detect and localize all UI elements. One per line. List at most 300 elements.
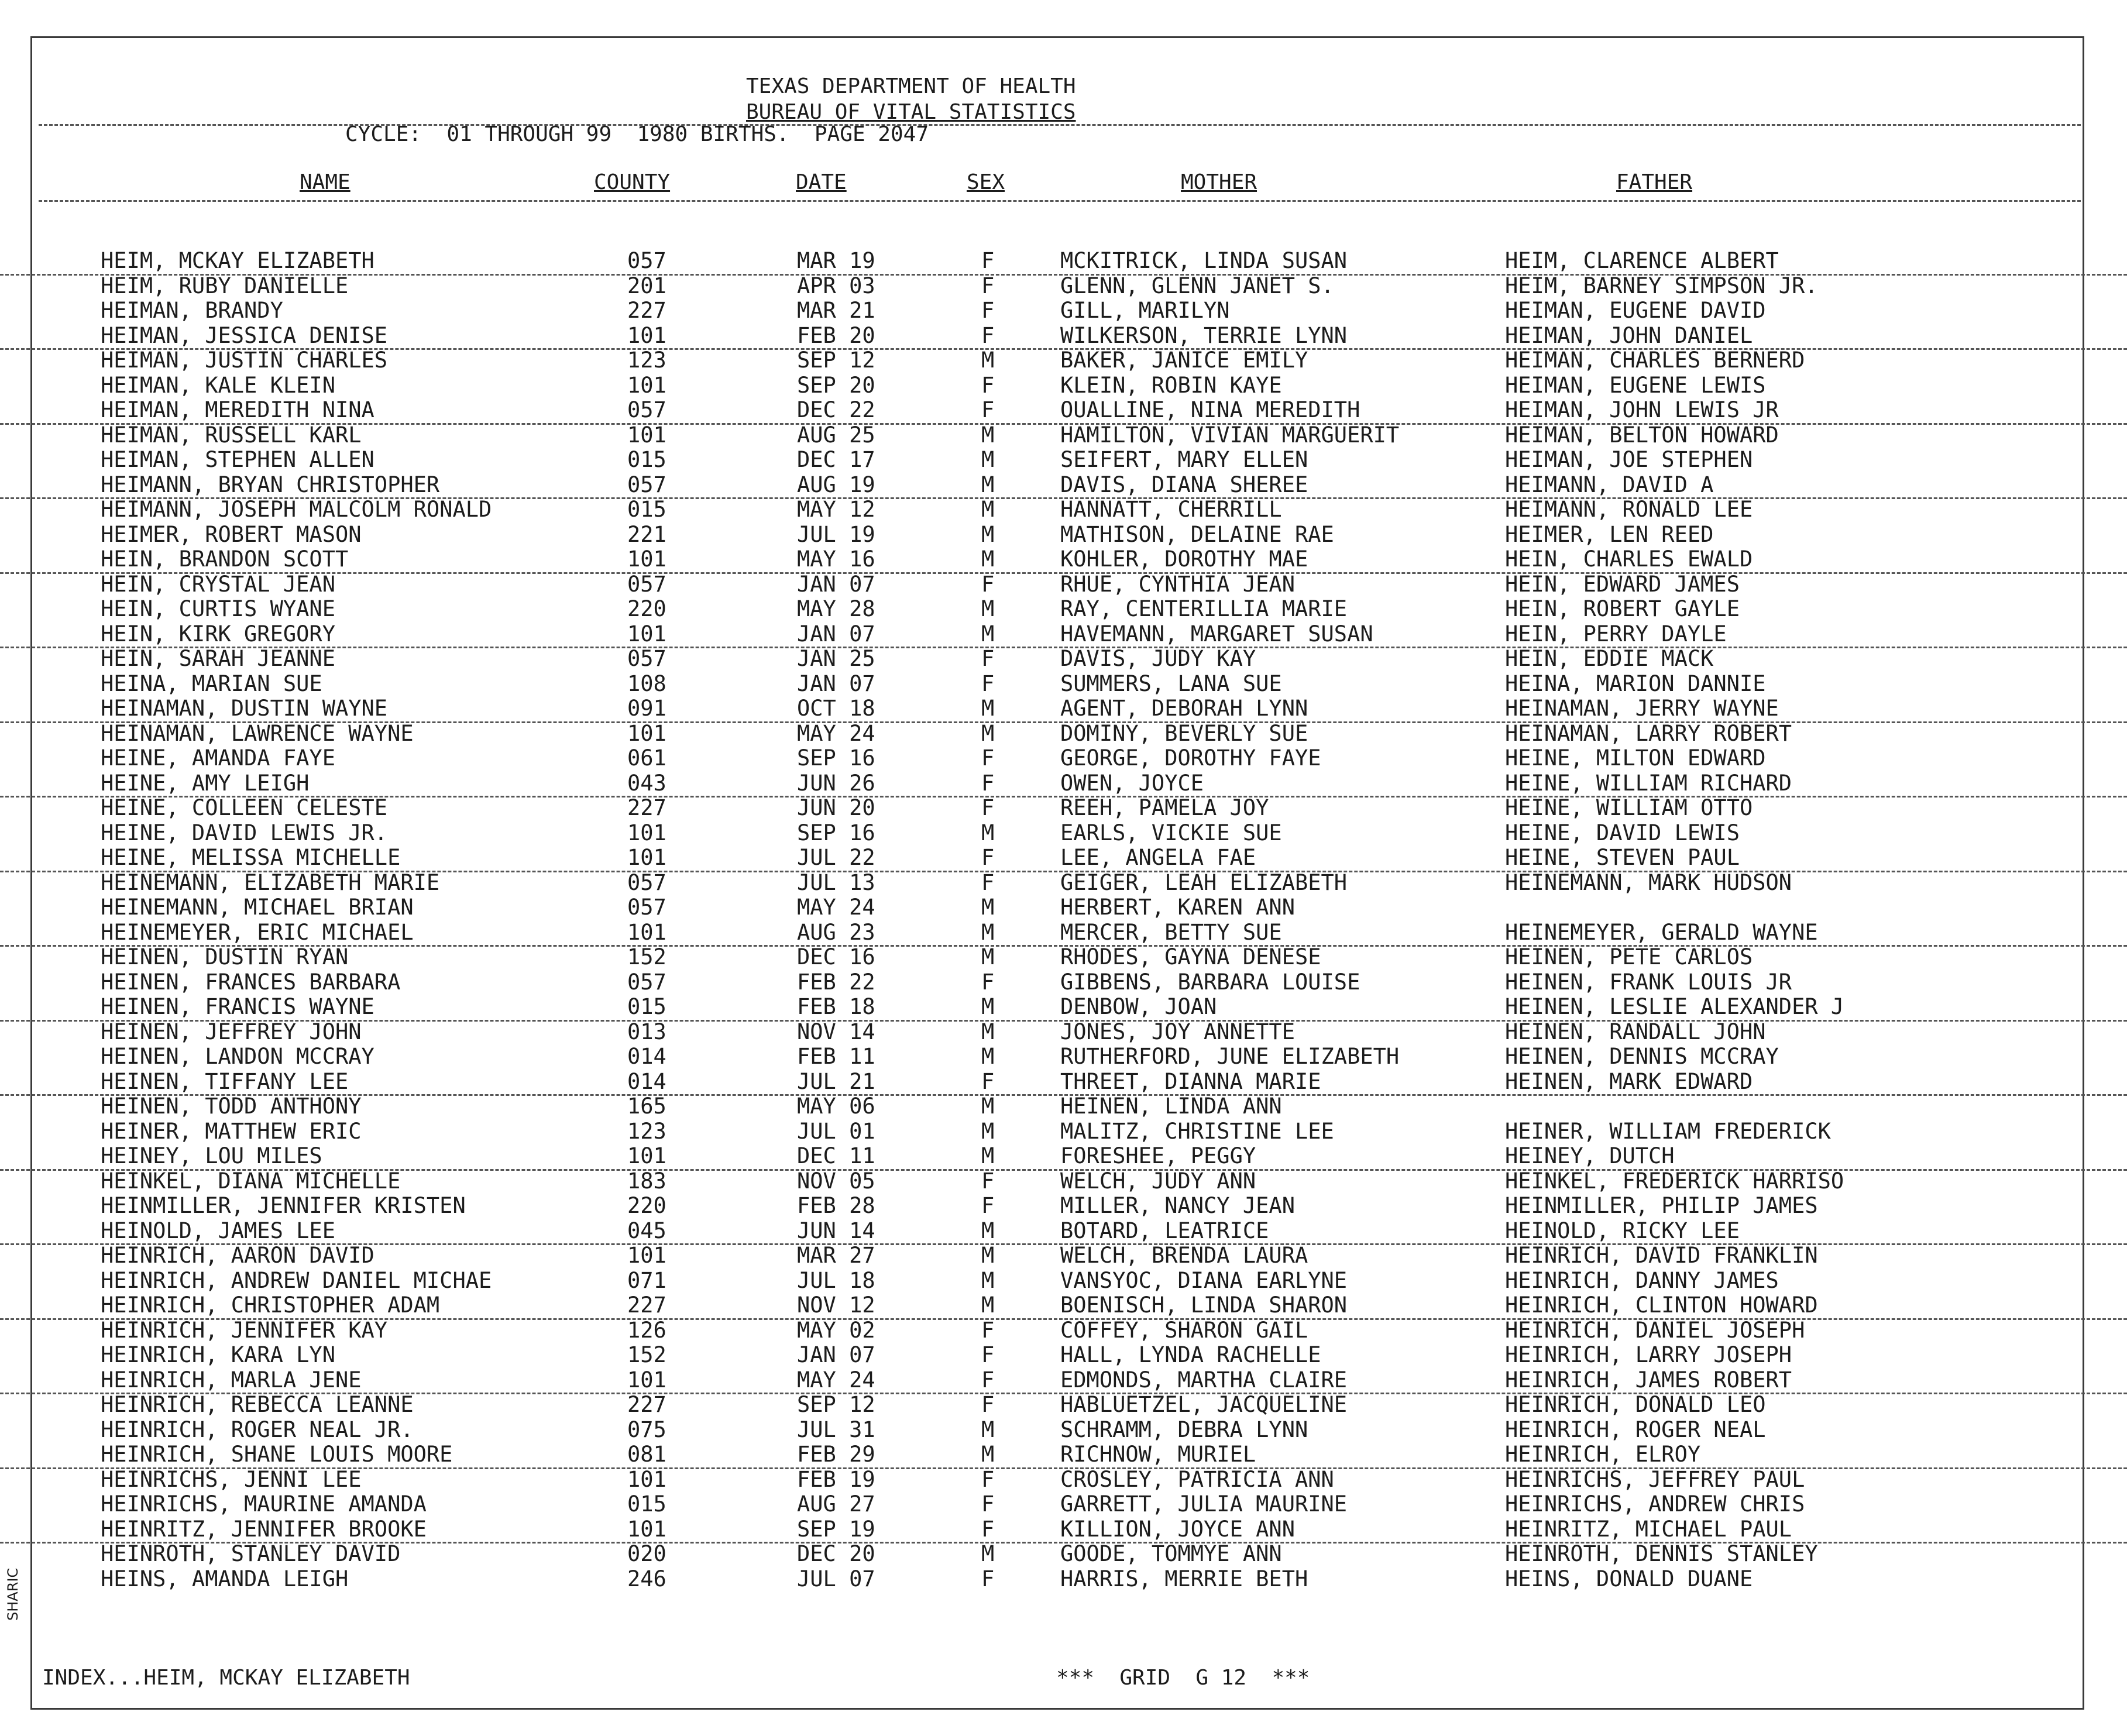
date-cell: DEC 22 <box>797 397 875 422</box>
father-cell: HEINRICH, LARRY JOSEPH <box>1505 1342 1792 1367</box>
name-cell: HEIMAN, RUSSELL KARL <box>101 422 362 448</box>
mother-cell: HEINEN, LINDA ANN <box>1060 1094 1282 1119</box>
sex-cell: M <box>981 447 995 472</box>
table-row <box>0 1119 2127 1144</box>
name-cell: HEINAMAN, DUSTIN WAYNE <box>101 696 388 721</box>
date-cell: JAN 07 <box>797 621 875 647</box>
father-cell: HEIM, CLARENCE ALBERT <box>1505 248 1779 273</box>
date-cell: DEC 16 <box>797 944 875 970</box>
date-cell: JUL 19 <box>797 521 875 547</box>
mother-cell: KILLION, JOYCE ANN <box>1060 1516 1295 1542</box>
sex-cell: F <box>981 1193 995 1218</box>
mother-cell: OWEN, JOYCE <box>1060 770 1204 796</box>
father-cell: HEIMAN, JOE STEPHEN <box>1505 447 1753 472</box>
mother-cell: BOENISCH, LINDA SHARON <box>1060 1292 1348 1318</box>
date-cell: AUG 25 <box>797 422 875 448</box>
table-row <box>0 373 2127 398</box>
sex-cell: M <box>981 994 995 1019</box>
date-cell: MAY 24 <box>797 720 875 746</box>
father-cell: HEINRICH, ROGER NEAL <box>1505 1417 1766 1442</box>
mother-cell: HABLUETZEL, JACQUELINE <box>1060 1392 1348 1417</box>
mother-cell: WILKERSON, TERRIE LYNN <box>1060 322 1348 348</box>
sex-cell: F <box>981 273 995 298</box>
sex-cell: M <box>981 1044 995 1069</box>
mother-cell: DOMINY, BEVERLY SUE <box>1060 720 1308 746</box>
header-divider-bottom <box>39 200 2081 202</box>
father-cell: HEINA, MARION DANNIE <box>1505 671 1766 696</box>
sex-cell: F <box>981 869 995 895</box>
side-label: SHARIC <box>5 1567 21 1621</box>
name-cell: HEINRICH, ANDREW DANIEL MICHAE <box>101 1267 492 1293</box>
sex-cell: M <box>981 895 995 920</box>
date-cell: SEP 12 <box>797 1392 875 1417</box>
mother-cell: WELCH, JUDY ANN <box>1060 1168 1256 1194</box>
father-cell: HEINRICHS, ANDREW CHRIS <box>1505 1491 1805 1517</box>
sex-cell: F <box>981 1367 995 1393</box>
father-cell: HEINEY, DUTCH <box>1505 1143 1675 1168</box>
name-cell: HEINE, MELISSA MICHELLE <box>101 845 401 870</box>
name-cell: HEINEN, TIFFANY LEE <box>101 1068 349 1094</box>
table-row <box>0 1542 2127 1567</box>
date-cell: JUL 22 <box>797 845 875 870</box>
name-cell: HEINER, MATTHEW ERIC <box>101 1118 362 1144</box>
county-cell: 020 <box>627 1541 666 1566</box>
sex-cell: F <box>981 1516 995 1542</box>
table-row <box>0 1243 2127 1269</box>
county-cell: 108 <box>627 671 666 696</box>
county-cell: 101 <box>627 621 666 647</box>
table-row <box>0 1567 2127 1592</box>
date-cell: MAY 06 <box>797 1094 875 1119</box>
father-cell: HEINE, WILLIAM RICHARD <box>1505 770 1792 796</box>
date-cell: JUN 14 <box>797 1218 875 1243</box>
date-cell: MAY 28 <box>797 596 875 621</box>
mother-cell: JONES, JOY ANNETTE <box>1060 1019 1295 1044</box>
table-row <box>0 622 2127 649</box>
sex-cell: F <box>981 571 995 597</box>
sex-cell: F <box>981 745 995 771</box>
mother-cell: RHUE, CYNTHIA JEAN <box>1060 571 1295 597</box>
name-cell: HEINKEL, DIANA MICHELLE <box>101 1168 401 1194</box>
county-cell: 101 <box>627 422 666 448</box>
mother-cell: MCKITRICK, LINDA SUSAN <box>1060 248 1348 273</box>
county-cell: 061 <box>627 745 666 771</box>
date-cell: MAY 12 <box>797 497 875 522</box>
name-cell: HEINE, AMANDA FAYE <box>101 745 335 771</box>
table-row <box>0 423 2127 448</box>
date-cell: JUL 18 <box>797 1267 875 1293</box>
name-cell: HEINS, AMANDA LEIGH <box>101 1566 349 1591</box>
father-cell: HEIMAN, EUGENE DAVID <box>1505 298 1766 323</box>
county-cell: 043 <box>627 770 666 796</box>
table-row <box>0 597 2127 622</box>
table-row <box>0 871 2127 896</box>
father-cell: HEIMAN, BELTON HOWARD <box>1505 422 1779 448</box>
name-cell: HEIM, RUBY DANIELLE <box>101 273 349 298</box>
table-row <box>0 1144 2127 1171</box>
table-row <box>0 895 2127 920</box>
father-cell: HEINRICH, ELROY <box>1505 1442 1701 1467</box>
sex-cell: M <box>981 472 995 497</box>
name-cell: HEINRICH, ROGER NEAL JR. <box>101 1417 414 1442</box>
table-row <box>0 920 2127 947</box>
sex-cell: M <box>981 1267 995 1293</box>
date-cell: FEB 20 <box>797 322 875 348</box>
father-cell: HEIMAN, EUGENE LEWIS <box>1505 372 1766 398</box>
table-row <box>0 572 2127 597</box>
table-row <box>0 647 2127 672</box>
mother-cell: GEIGER, LEAH ELIZABETH <box>1060 869 1348 895</box>
table-row <box>0 821 2127 846</box>
column-header-sex: SEX <box>967 170 1005 194</box>
name-cell: HEIN, BRANDON SCOTT <box>101 546 349 572</box>
table-row <box>0 274 2127 299</box>
date-cell: OCT 18 <box>797 696 875 721</box>
date-cell: NOV 05 <box>797 1168 875 1194</box>
name-cell: HEINRICHS, JENNI LEE <box>101 1466 362 1492</box>
sex-cell: F <box>981 770 995 796</box>
mother-cell: GILL, MARILYN <box>1060 298 1230 323</box>
date-cell: SEP 16 <box>797 745 875 771</box>
father-cell: HEINRICHS, JEFFREY PAUL <box>1505 1466 1805 1492</box>
table-row <box>0 324 2127 350</box>
table-row <box>0 672 2127 697</box>
date-cell: SEP 12 <box>797 348 875 373</box>
column-header-date: DATE <box>796 170 847 194</box>
date-cell: MAR 19 <box>797 248 875 273</box>
name-cell: HEINRICH, MARLA JENE <box>101 1367 362 1393</box>
father-cell: HEINE, MILTON EDWARD <box>1505 745 1766 771</box>
sex-cell: F <box>981 1168 995 1194</box>
mother-cell: DENBOW, JOAN <box>1060 994 1217 1019</box>
name-cell: HEIMAN, JUSTIN CHARLES <box>101 348 388 373</box>
date-cell: FEB 22 <box>797 969 875 995</box>
name-cell: HEINRICH, KARA LYN <box>101 1342 335 1367</box>
sex-cell: F <box>981 248 995 273</box>
date-cell: JAN 07 <box>797 1342 875 1367</box>
county-cell: 101 <box>627 1367 666 1393</box>
sex-cell: F <box>981 646 995 671</box>
column-header-mother: MOTHER <box>1181 170 1257 194</box>
mother-cell: EDMONDS, MARTHA CLAIRE <box>1060 1367 1348 1393</box>
father-cell: HEIMANN, DAVID A <box>1505 472 1714 497</box>
mother-cell: DAVIS, JUDY KAY <box>1060 646 1256 671</box>
mother-cell: KOHLER, DOROTHY MAE <box>1060 546 1308 572</box>
name-cell: HEIMAN, MEREDITH NINA <box>101 397 374 422</box>
county-cell: 015 <box>627 994 666 1019</box>
mother-cell: HAVEMANN, MARGARET SUSAN <box>1060 621 1373 647</box>
county-cell: 057 <box>627 397 666 422</box>
father-cell: HEINRICH, DANNY JAMES <box>1505 1267 1779 1293</box>
father-cell: HEIN, PERRY DAYLE <box>1505 621 1727 647</box>
mother-cell: SCHRAMM, DEBRA LYNN <box>1060 1417 1308 1442</box>
county-cell: 101 <box>627 919 666 945</box>
mother-cell: HALL, LYNDA RACHELLE <box>1060 1342 1321 1367</box>
county-cell: 227 <box>627 298 666 323</box>
table-row <box>0 249 2127 276</box>
sex-cell: F <box>981 1317 995 1343</box>
father-cell: HEINEN, PETE CARLOS <box>1505 944 1753 970</box>
sex-cell: M <box>981 1243 995 1268</box>
county-cell: 057 <box>627 646 666 671</box>
table-row <box>0 1442 2127 1469</box>
table-row <box>0 721 2127 747</box>
date-cell: DEC 20 <box>797 1541 875 1566</box>
father-cell: HEINEN, FRANK LOUIS JR <box>1505 969 1792 995</box>
date-cell: MAY 16 <box>797 546 875 572</box>
date-cell: JAN 25 <box>797 646 875 671</box>
sex-cell: M <box>981 919 995 945</box>
mother-cell: DAVIS, DIANA SHEREE <box>1060 472 1308 497</box>
name-cell: HEINEN, FRANCES BARBARA <box>101 969 401 995</box>
county-cell: 183 <box>627 1168 666 1194</box>
mother-cell: RHODES, GAYNA DENESE <box>1060 944 1321 970</box>
father-cell: HEIMAN, JOHN LEWIS JR <box>1505 397 1779 422</box>
county-cell: 091 <box>627 696 666 721</box>
sex-cell: M <box>981 720 995 746</box>
sex-cell: M <box>981 1118 995 1144</box>
name-cell: HEINE, AMY LEIGH <box>101 770 310 796</box>
sex-cell: M <box>981 1094 995 1119</box>
sex-cell: M <box>981 1417 995 1442</box>
table-row <box>0 298 2127 324</box>
date-cell: JUN 20 <box>797 795 875 820</box>
father-cell: HEINRICH, DONALD LEO <box>1505 1392 1766 1417</box>
column-header-county: COUNTY <box>594 170 671 194</box>
table-row <box>0 1343 2127 1368</box>
sex-cell: F <box>981 969 995 995</box>
table-row <box>0 1169 2127 1194</box>
name-cell: HEINEN, JEFFREY JOHN <box>101 1019 362 1044</box>
father-cell: HEINKEL, FREDERICK HARRISO <box>1505 1168 1844 1194</box>
date-cell: MAR 27 <box>797 1243 875 1268</box>
sex-cell: M <box>981 596 995 621</box>
table-row <box>0 945 2127 970</box>
column-header-name: NAME <box>300 170 351 194</box>
name-cell: HEINEMANN, ELIZABETH MARIE <box>101 869 440 895</box>
mother-cell: VANSYOC, DIANA EARLYNE <box>1060 1267 1348 1293</box>
date-cell: APR 03 <box>797 273 875 298</box>
name-cell: HEIN, CURTIS WYANE <box>101 596 335 621</box>
county-cell: 227 <box>627 1292 666 1318</box>
father-cell: HEIMER, LEN REED <box>1505 521 1714 547</box>
date-cell: JUL 13 <box>797 869 875 895</box>
date-cell: JAN 07 <box>797 671 875 696</box>
mother-cell: GARRETT, JULIA MAURINE <box>1060 1491 1348 1517</box>
table-row <box>0 1293 2127 1320</box>
sex-cell: M <box>981 820 995 845</box>
table-row <box>0 796 2127 821</box>
date-cell: FEB 29 <box>797 1442 875 1467</box>
sex-cell: F <box>981 1466 995 1492</box>
father-cell: HEINAMAN, LARRY ROBERT <box>1505 720 1792 746</box>
father-cell: HEINOLD, RICKY LEE <box>1505 1218 1740 1243</box>
county-cell: 101 <box>627 322 666 348</box>
name-cell: HEINEN, LANDON MCCRAY <box>101 1044 374 1069</box>
father-cell: HEIN, EDDIE MACK <box>1505 646 1714 671</box>
father-cell: HEINRICH, CLINTON HOWARD <box>1505 1292 1818 1318</box>
date-cell: JAN 07 <box>797 571 875 597</box>
father-cell: HEINRICH, JAMES ROBERT <box>1505 1367 1792 1393</box>
father-cell: HEINMILLER, PHILIP JAMES <box>1505 1193 1818 1218</box>
name-cell: HEINRICHS, MAURINE AMANDA <box>101 1491 427 1517</box>
father-cell: HEINROTH, DENNIS STANLEY <box>1505 1541 1818 1566</box>
mother-cell: MERCER, BETTY SUE <box>1060 919 1282 945</box>
date-cell: JUL 31 <box>797 1417 875 1442</box>
sex-cell: M <box>981 422 995 448</box>
father-cell: HEIMAN, CHARLES BERNERD <box>1505 348 1805 373</box>
name-cell: HEINE, DAVID LEWIS JR. <box>101 820 388 845</box>
mother-cell: RAY, CENTERILLIA MARIE <box>1060 596 1348 621</box>
grid-footer: *** GRID G 12 *** <box>1056 1666 1310 1690</box>
date-cell: JUL 21 <box>797 1068 875 1094</box>
county-cell: 101 <box>627 720 666 746</box>
mother-cell: RUTHERFORD, JUNE ELIZABETH <box>1060 1044 1400 1069</box>
father-cell: HEINEMEYER, GERALD WAYNE <box>1505 919 1818 945</box>
father-cell: HEINEN, LESLIE ALEXANDER J <box>1505 994 1844 1019</box>
sex-cell: F <box>981 1068 995 1094</box>
mother-cell: MILLER, NANCY JEAN <box>1060 1193 1295 1218</box>
table-row <box>0 1492 2127 1517</box>
table-row <box>0 547 2127 574</box>
date-cell: AUG 19 <box>797 472 875 497</box>
county-cell: 057 <box>627 969 666 995</box>
father-cell: HEINEN, RANDALL JOHN <box>1505 1019 1766 1044</box>
sex-cell: M <box>981 1292 995 1318</box>
mother-cell: GEORGE, DOROTHY FAYE <box>1060 745 1321 771</box>
table-row <box>0 1020 2127 1045</box>
mother-cell: COFFEY, SHARON GAIL <box>1060 1317 1308 1343</box>
table-row <box>0 1393 2127 1418</box>
table-row <box>0 1318 2127 1343</box>
name-cell: HEINRICH, REBECCA LEANNE <box>101 1392 414 1417</box>
name-cell: HEIMANN, JOSEPH MALCOLM RONALD <box>101 497 492 522</box>
table-row <box>0 1418 2127 1443</box>
name-cell: HEIMAN, STEPHEN ALLEN <box>101 447 374 472</box>
date-cell: DEC 17 <box>797 447 875 472</box>
table-row <box>0 1219 2127 1246</box>
county-cell: 101 <box>627 1516 666 1542</box>
table-row <box>0 497 2127 522</box>
sex-cell: M <box>981 1019 995 1044</box>
name-cell: HEINEMANN, MICHAEL BRIAN <box>101 895 414 920</box>
date-cell: JUL 07 <box>797 1566 875 1591</box>
father-cell: HEINEMANN, MARK HUDSON <box>1505 869 1792 895</box>
mother-cell: GIBBENS, BARBARA LOUISE <box>1060 969 1360 995</box>
name-cell: HEINROTH, STANLEY DAVID <box>101 1541 401 1566</box>
name-cell: HEINRICH, AARON DAVID <box>101 1243 374 1268</box>
date-cell: MAY 02 <box>797 1317 875 1343</box>
mother-cell: EARLS, VICKIE SUE <box>1060 820 1282 845</box>
sex-cell: M <box>981 1541 995 1566</box>
name-cell: HEIN, CRYSTAL JEAN <box>101 571 335 597</box>
table-row <box>0 448 2127 473</box>
date-cell: AUG 27 <box>797 1491 875 1517</box>
mother-cell: WELCH, BRENDA LAURA <box>1060 1243 1308 1268</box>
name-cell: HEIN, KIRK GREGORY <box>101 621 335 647</box>
table-row <box>0 1467 2127 1493</box>
sex-cell: F <box>981 1566 995 1591</box>
father-cell: HEIMANN, RONALD LEE <box>1505 497 1753 522</box>
sex-cell: F <box>981 372 995 398</box>
name-cell: HEINRICH, SHANE LOUIS MOORE <box>101 1442 453 1467</box>
table-row <box>0 995 2127 1022</box>
county-cell: 246 <box>627 1566 666 1591</box>
father-cell: HEINE, DAVID LEWIS <box>1505 820 1740 845</box>
county-cell: 165 <box>627 1094 666 1119</box>
county-cell: 057 <box>627 895 666 920</box>
name-cell: HEIMAN, KALE KLEIN <box>101 372 335 398</box>
sex-cell: M <box>981 696 995 721</box>
mother-cell: RICHNOW, MURIEL <box>1060 1442 1256 1467</box>
county-cell: 152 <box>627 1342 666 1367</box>
sex-cell: M <box>981 944 995 970</box>
sex-cell: F <box>981 298 995 323</box>
name-cell: HEIN, SARAH JEANNE <box>101 646 335 671</box>
sex-cell: M <box>981 521 995 547</box>
county-cell: 220 <box>627 1193 666 1218</box>
father-cell: HEINE, WILLIAM OTTO <box>1505 795 1753 820</box>
date-cell: DEC 11 <box>797 1143 875 1168</box>
name-cell: HEINEN, TODD ANTHONY <box>101 1094 362 1119</box>
sex-cell: F <box>981 322 995 348</box>
sex-cell: F <box>981 397 995 422</box>
sex-cell: M <box>981 1218 995 1243</box>
mother-cell: HARRIS, MERRIE BETH <box>1060 1566 1308 1591</box>
mother-cell: KLEIN, ROBIN KAYE <box>1060 372 1282 398</box>
name-cell: HEINRICH, CHRISTOPHER ADAM <box>101 1292 440 1318</box>
table-row <box>0 1517 2127 1544</box>
county-cell: 075 <box>627 1417 666 1442</box>
date-cell: MAY 24 <box>797 895 875 920</box>
father-cell: HEINS, DONALD DUANE <box>1505 1566 1753 1591</box>
mother-cell: BAKER, JANICE EMILY <box>1060 348 1308 373</box>
sex-cell: F <box>981 1491 995 1517</box>
date-cell: FEB 19 <box>797 1466 875 1492</box>
father-cell: HEINER, WILLIAM FREDERICK <box>1505 1118 1831 1144</box>
mother-cell: SEIFERT, MARY ELLEN <box>1060 447 1308 472</box>
sex-cell: M <box>981 621 995 647</box>
sex-cell: F <box>981 795 995 820</box>
father-cell: HEIMAN, JOHN DANIEL <box>1505 322 1753 348</box>
name-cell: HEINA, MARIAN SUE <box>101 671 322 696</box>
sex-cell: M <box>981 1143 995 1168</box>
county-cell: 201 <box>627 273 666 298</box>
county-cell: 220 <box>627 596 666 621</box>
table-row <box>0 1070 2127 1096</box>
mother-cell: MALITZ, CHRISTINE LEE <box>1060 1118 1334 1144</box>
name-cell: HEIMANN, BRYAN CHRISTOPHER <box>101 472 440 497</box>
county-cell: 227 <box>627 795 666 820</box>
name-cell: HEINMILLER, JENNIFER KRISTEN <box>101 1193 466 1218</box>
county-cell: 057 <box>627 248 666 273</box>
mother-cell: REEH, PAMELA JOY <box>1060 795 1269 820</box>
table-row <box>0 398 2127 425</box>
mother-cell: HANNATT, CHERRILL <box>1060 497 1282 522</box>
mother-cell: THREET, DIANNA MARIE <box>1060 1068 1321 1094</box>
county-cell: 014 <box>627 1068 666 1094</box>
father-cell: HEINRITZ, MICHAEL PAUL <box>1505 1516 1792 1542</box>
county-cell: 101 <box>627 546 666 572</box>
father-cell: HEIN, CHARLES EWALD <box>1505 546 1753 572</box>
date-cell: MAY 24 <box>797 1367 875 1393</box>
father-cell: HEINAMAN, JERRY WAYNE <box>1505 696 1779 721</box>
mother-cell: AGENT, DEBORAH LYNN <box>1060 696 1308 721</box>
county-cell: 071 <box>627 1267 666 1293</box>
sex-cell: M <box>981 497 995 522</box>
name-cell: HEINEN, DUSTIN RYAN <box>101 944 349 970</box>
table-row <box>0 522 2127 548</box>
